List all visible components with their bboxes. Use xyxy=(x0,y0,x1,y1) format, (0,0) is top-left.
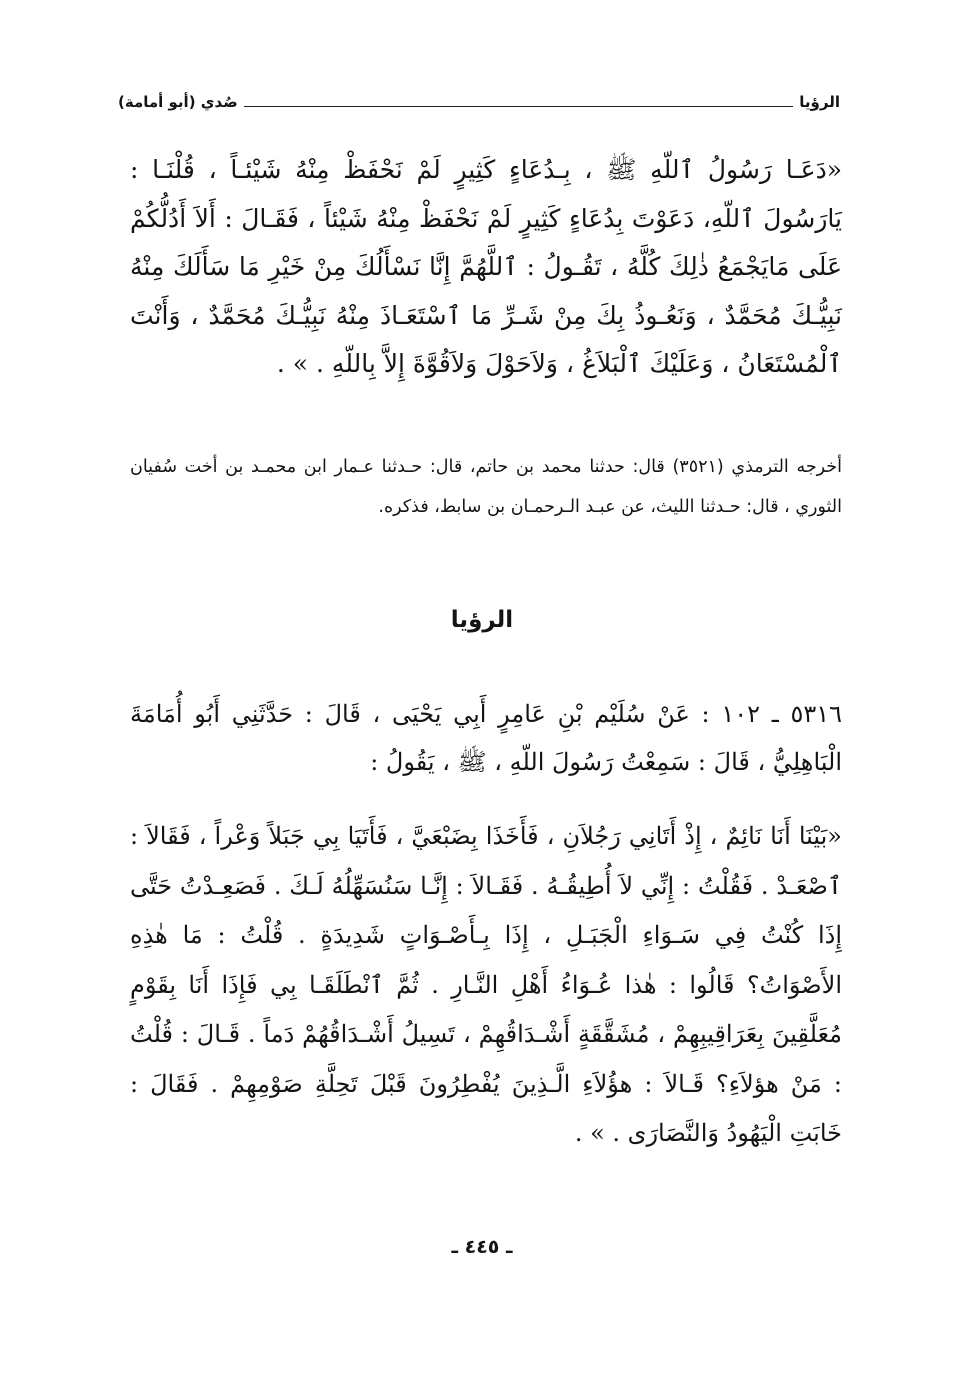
section-title: الرؤيا xyxy=(450,607,514,633)
hadith-entry-intro: ٥٣١٦ ـ ١٠٢ : عَنْ سُلَيْم بْنِ عَامِرٍ أَبِي يَحْيَى ، قَالَ : حَدَّثَنِي أَبُو أُمَامَةَ الْبَاهِلِيُّ ، قَالَ : سَمِعْتُ رَسُولَ اللّهِ ، ﷺ ، يَقُولُ : xyxy=(130,700,842,776)
page-number: ـ ٤٤٥ ـ xyxy=(451,1236,513,1258)
hadith-text-2: «بَيْنَا أَنَا نَائِمٌ ، إِذْ أَتَانِي رَجُلاَنِ ، فَأَخَذَا بِضَبْعَيَّ ، فَأَتَيَا بِي جَبَلاً وَعْراً ، فَقَالاَ : ٱصْعَـدْ . فَقُلْتُ : إِنِّي لاَ أُطِيقُـهُ . فَقَـالاَ : إِنَّـا سَنُسَهِّلُهُ لَـكَ . فَصَعِـدْتُ حَتَّى إِذَا كُنْتُ فِي سَـوَاءِ الْجَبَـلِ ، إِذَا بِـأَصْـوَاتٍ شَدِيدَةٍ . قُلْتُ : مَا هٰذِهِ الأَصْوَاتُ؟ قَالُوا : هٰذا عُـوَاءُ أَهْلِ النَّـارِ . ثُمَّ ٱنْطَلَقَـا بِي فَإِذَا أَنَا بِقَوْمٍ مُعَلَّقِينَ بِعَرَاقِيبِهِمْ ، مُشَقَّقَةٍ أَشْـدَاقُهِمْ ، تَسِيلُ أَشْـدَاقُهُمْ دَماً . قَـالَ : قُلْتُ : مَنْ هؤلاَءِ؟ قَـالاَ : هؤُلاَءِ الَّـذِينَ يُفْطِرُونَ قَبْلَ تَحِلَّةِ صَوْمِهِمْ . فَقَالَ : خَابَتِ الْيَهُودُ وَالنَّصَارَى . » . xyxy=(130,822,842,1147)
running-header xyxy=(118,84,840,112)
hadith-text-1: «دَعَـا رَسُولُ ٱللّهِ ﷺ ، بِـدُعَاءٍ كَثِيرٍ لَمْ نَحْفَظْ مِنْهُ شَيْئـاً ، قُلْنَـا : يَارَسُولَ ٱللّهِ، دَعَوْتَ بِدُعَاءٍ كَثِيرٍ لَمْ نَحْفَظْ مِنْهُ شَيْئاً ، فَقَـالَ : أَلاَ أَدُلُّكُمْ عَلَى مَايَجْمَعُ ذٰلِكَ كُلَّهُ ، تَقُـولُ : ٱللَّهُمَّ إِنَّا نَسْأَلُكَ مِنْ خَيْرِ مَا سَأَلَكَ مِنْهُ نَبِيُّـكَ مُحَمَّدٌ ، وَنَعُـوذُ بِكَ مِنْ شَـرِّ مَا ٱسْتَعَـاذَ مِنْهُ نَبِيُّـكَ مُحَمَّدٌ ، وَأَنْتَ ٱلْمُسْتَعَانُ ، وَعَلَيْكَ ٱلْبَلاَغُ ، وَلاَحَوْلَ وَلاَقُوَّةَ إِلاَّ بِاللّهِ . » . xyxy=(130,155,842,378)
takhrij-note: أخرجه الترمذي (٣٥٢١) قال: حدثنا محمد بن حاتم، قال: حـدثنا عـمار ابن محمـد بن أخت سُفيان الثوري ، قال: حـدثنا الليث، عن عبـد الـرحمـان بن سابط، فذكره. xyxy=(130,457,842,517)
header-rule xyxy=(244,106,794,107)
header-chapter-title: الرؤيا xyxy=(799,93,840,111)
header-narrator-title: صُدي (أبو أمامة) xyxy=(118,93,238,111)
